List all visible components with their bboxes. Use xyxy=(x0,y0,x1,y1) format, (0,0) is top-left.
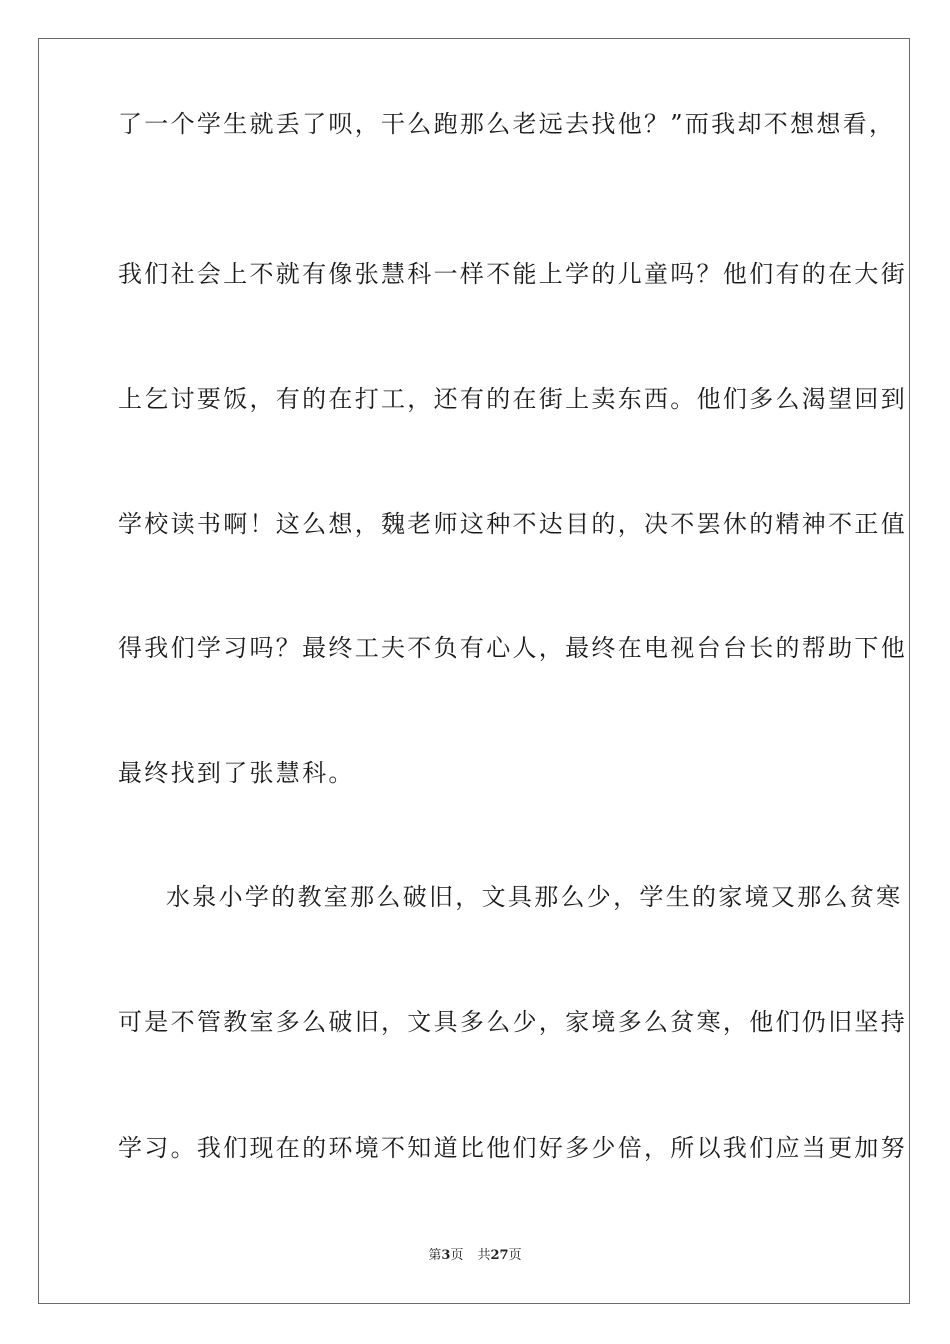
body-text-line: 上乞讨要饭，有的在打工，还有的在街上卖东西。他们多么渴望回到 xyxy=(118,385,907,413)
body-text-line: 可是不管教室多么破旧，文具多么少，家境多么贫寒，他们仍旧坚持 xyxy=(118,1008,907,1036)
total-suffix: 页 xyxy=(508,1248,522,1263)
total-prefix: 共 xyxy=(477,1248,491,1263)
paragraph-first-line: 水泉小学的教室那么破旧，文具那么少，学生的家境又那么贫寒 xyxy=(166,883,903,911)
page-suffix: 页 xyxy=(450,1248,464,1263)
body-text-line: 了一个学生就丢了呗，干么跑那么老远去找他？”而我却不想想看， xyxy=(118,110,896,138)
page-border xyxy=(38,38,910,1304)
body-text-line: 学习。我们现在的环境不知道比他们好多少倍，所以我们应当更加努 xyxy=(118,1134,907,1162)
body-text-line: 得我们学习吗？最终工夫不负有心人，最终在电视台台长的帮助下他 xyxy=(118,634,907,662)
body-text-line: 我们社会上不就有像张慧科一样不能上学的儿童吗？他们有的在大街 xyxy=(118,260,907,288)
total-pages: 27 xyxy=(490,1248,509,1263)
page-prefix: 第 xyxy=(428,1248,442,1263)
page-number: 3 xyxy=(441,1248,451,1263)
page-footer xyxy=(0,1247,950,1265)
body-text-line: 学校读书啊！这么想，魏老师这种不达目的，决不罢休的精神不正值 xyxy=(118,510,907,538)
body-text-line: 最终找到了张慧科。 xyxy=(118,759,355,787)
